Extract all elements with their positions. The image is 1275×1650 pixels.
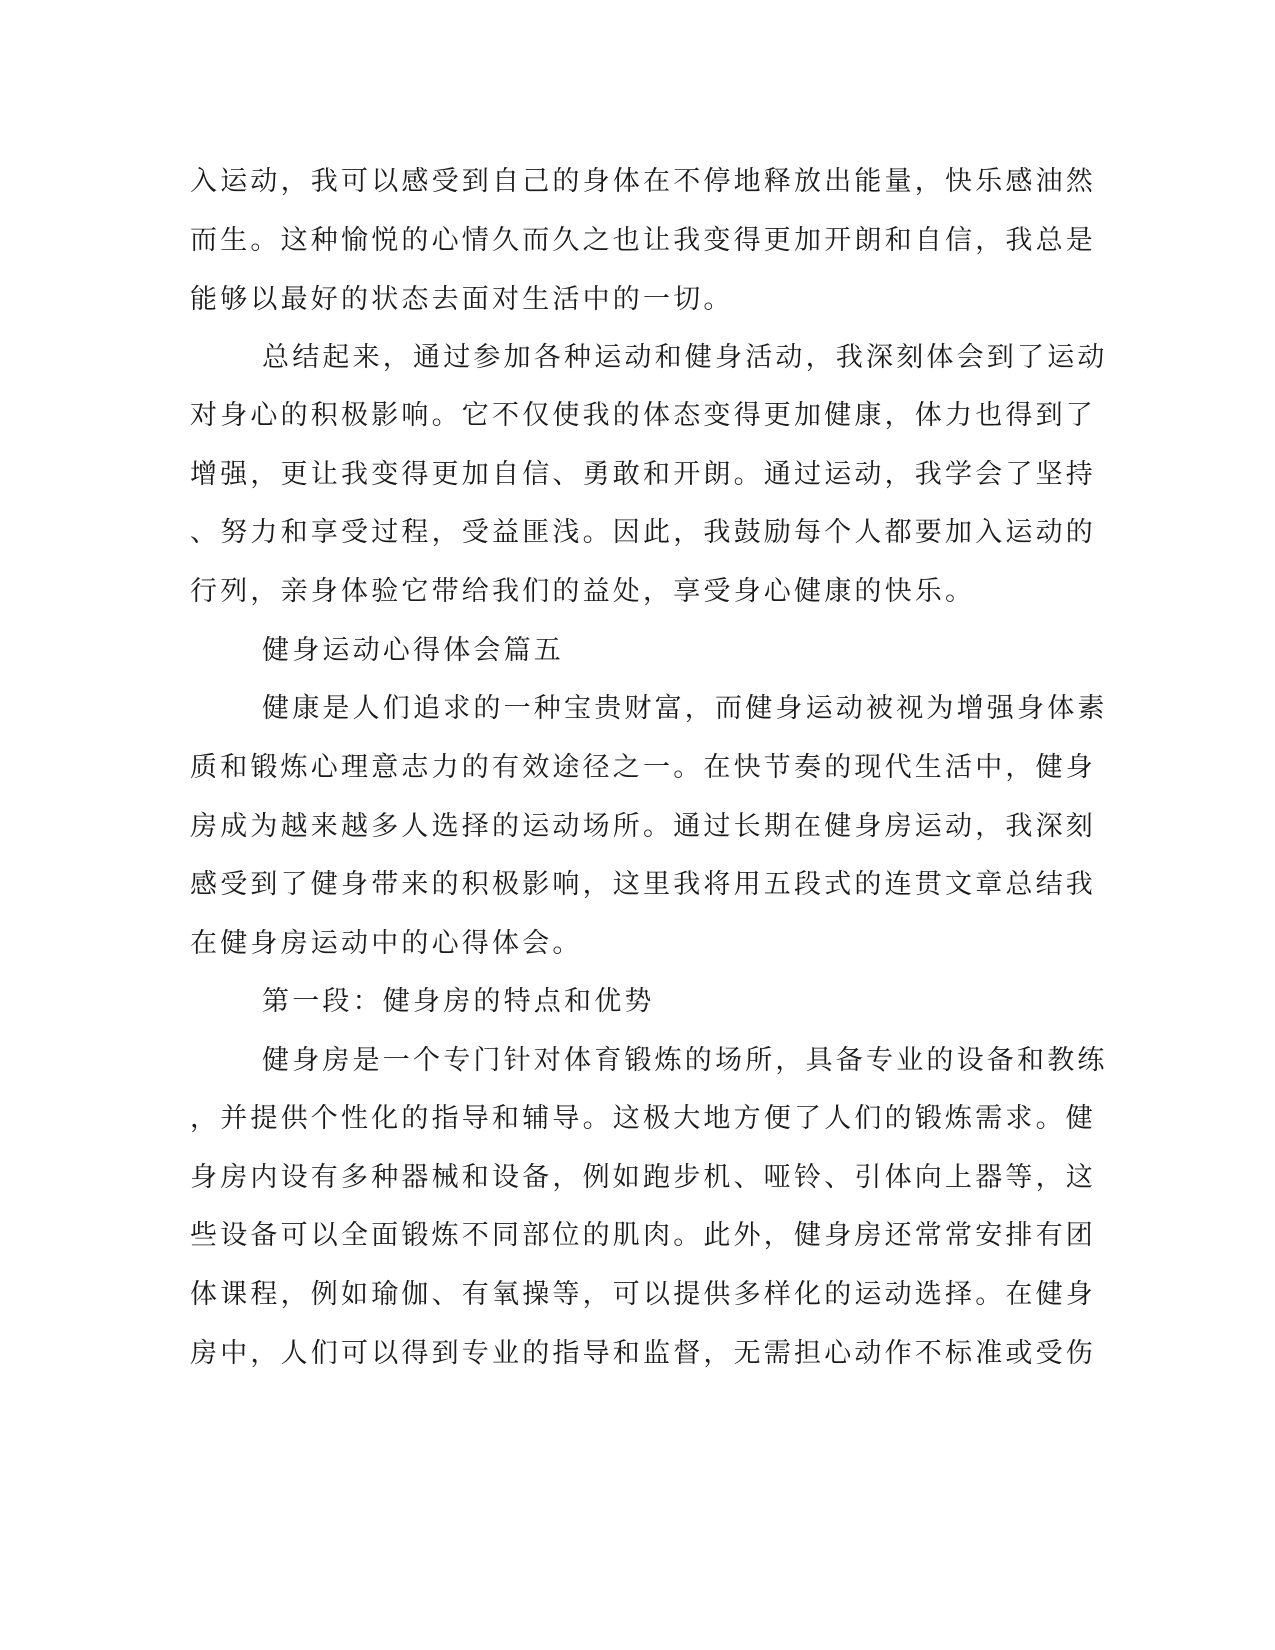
- section-heading: 健身运动心得体会篇五: [262, 635, 564, 666]
- text-line: 入运动，我可以感受到自己的身体在不停地释放出能量，快乐感油然: [190, 166, 1096, 197]
- text-line: 对身心的积极影响。它不仅使我的体态变得更加健康，体力也得到了: [190, 400, 1096, 431]
- text-line: 些设备可以全面锻炼不同部位的肌肉。此外，健身房还常常安排有团: [190, 1220, 1096, 1251]
- text-line: 身房内设有多种器械和设备，例如跑步机、哑铃、引体向上器等，这: [190, 1162, 1096, 1193]
- text-line: 在健身房运动中的心得体会。: [190, 928, 583, 959]
- text-line: 体课程，例如瑜伽、有氧操等，可以提供多样化的运动选择。在健身: [190, 1279, 1096, 1310]
- section-heading: 第一段：健身房的特点和优势: [262, 986, 655, 1017]
- text-line: 而生。这种愉悦的心情久而久之也让我变得更加开朗和自信，我总是: [190, 225, 1096, 256]
- text-line: 、努力和享受过程，受益匪浅。因此，我鼓励每个人都要加入运动的: [190, 517, 1096, 548]
- text-line: 房中，人们可以得到专业的指导和监督，无需担心动作不标准或受伤: [190, 1338, 1096, 1369]
- text-line: 健身房是一个专门针对体育锻炼的场所，具备专业的设备和教练: [262, 1045, 1108, 1076]
- text-line: 增强，更让我变得更加自信、勇敢和开朗。通过运动，我学会了坚持: [190, 459, 1096, 490]
- text-line: 质和锻炼心理意志力的有效途径之一。在快节奏的现代生活中，健身: [190, 752, 1096, 783]
- text-line: 行列，亲身体验它带给我们的益处，享受身心健康的快乐。: [190, 576, 976, 607]
- text-line: ，并提供个性化的指导和辅导。这极大地方便了人们的锻炼需求。健: [190, 1103, 1096, 1134]
- text-line: 总结起来，通过参加各种运动和健身活动，我深刻体会到了运动: [262, 342, 1108, 373]
- text-line: 感受到了健身带来的积极影响，这里我将用五段式的连贯文章总结我: [190, 869, 1096, 900]
- text-line: 能够以最好的状态去面对生活中的一切。: [190, 284, 734, 315]
- text-line: 健康是人们追求的一种宝贵财富，而健身运动被视为增强身体素: [262, 693, 1108, 724]
- text-line: 房成为越来越多人选择的运动场所。通过长期在健身房运动，我深刻: [190, 811, 1096, 842]
